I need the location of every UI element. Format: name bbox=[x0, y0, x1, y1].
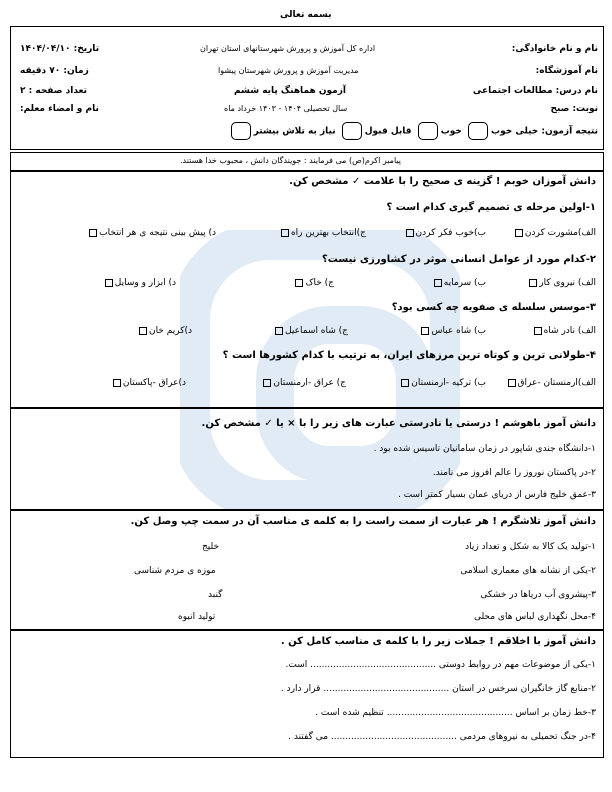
q3-option-c-checkbox[interactable] bbox=[275, 327, 283, 335]
fill-blank-4: ۴-در جنگ تحمیلی به نیروهای مردمی ............................................ می گفتند . bbox=[288, 732, 596, 742]
matching-left-1: خلیج bbox=[202, 542, 220, 552]
q1-option-d[interactable]: د) پیش بینی نتیجه ی هر انتخاب bbox=[87, 228, 216, 238]
q4-option-d[interactable]: د)عراق -پاکستان bbox=[111, 378, 186, 388]
result-checkbox-good[interactable] bbox=[418, 122, 438, 140]
school-name-label: نام آموزشگاه: bbox=[535, 66, 598, 76]
question-4-options bbox=[16, 378, 596, 392]
exam-title: آزمون هماهنگ پایه ششم bbox=[234, 86, 347, 96]
result-option-acceptable: قابل قبول bbox=[364, 126, 412, 137]
q4-option-c[interactable]: ج) عراق -ارمنستان bbox=[261, 378, 346, 388]
question-4: ۴-طولانی ترین و کوتاه ترین مرزهای ایران، به ترتیب با کدام کشورها است ؟ bbox=[222, 350, 596, 361]
question-2: ۲-کدام مورد از عوامل انسانی موثر در کشاورزی نیست؟ bbox=[322, 254, 596, 265]
matching-right-1: ۱-تولید یک کالا به شکل و تعداد زیاد bbox=[465, 542, 596, 552]
subject-label: نام درس: مطالعات اجتماعی bbox=[472, 86, 598, 96]
result-row bbox=[228, 122, 598, 140]
q4-option-a-checkbox[interactable] bbox=[508, 379, 516, 387]
result-checkbox-excellent[interactable] bbox=[468, 122, 488, 140]
fill-blank-3: ۳-خط زمان بر اساس ............................................ تنظیم شده است . bbox=[315, 708, 596, 718]
q4-option-a[interactable]: الف)ارمنستان -عراق bbox=[506, 378, 596, 388]
q3-option-a[interactable]: الف) نادر شاه bbox=[532, 326, 596, 336]
question-3-options bbox=[16, 326, 596, 340]
q1-option-a[interactable]: الف)مشورت کردن bbox=[513, 228, 596, 238]
matching-right-4: ۴-محل نگهداری لباس های محلی bbox=[473, 612, 596, 622]
section-1-instruction: دانش آموزان خوبم ! گزینه ی صحیح را با علامت ✓ مشخص کن. bbox=[289, 176, 596, 187]
q1-option-a-checkbox[interactable] bbox=[515, 229, 523, 237]
q4-option-c-checkbox[interactable] bbox=[263, 379, 271, 387]
result-option-needs-effort: نیاز به تلاش بیشتر bbox=[253, 126, 336, 137]
matching-left-4: تولید انبوه bbox=[178, 612, 216, 622]
matching-left-3: گنبد bbox=[208, 590, 223, 600]
question-1-options bbox=[16, 228, 596, 242]
matching-right-3: ۳-پیشروی آب دریاها در خشکی bbox=[480, 590, 596, 600]
bismillah: بسمه تعالی bbox=[280, 10, 332, 20]
q4-option-b[interactable]: ب) ترکیه -ارمنستان bbox=[399, 378, 486, 388]
q2-option-a-checkbox[interactable] bbox=[529, 279, 537, 287]
q3-option-b-checkbox[interactable] bbox=[421, 327, 429, 335]
q3-option-b[interactable]: ب) شاه عباس bbox=[419, 326, 486, 336]
true-false-item-1: ۱-دانشگاه جندی شاپور در زمان سامانیان تاسیس شده بود . bbox=[373, 444, 596, 454]
section-4-instruction: دانش آموز با اخلاقم ! جملات زیر را با کلمه ی مناسب کامل کن . bbox=[280, 636, 596, 647]
q1-option-c[interactable]: ج)انتخاب بهترین راه bbox=[279, 228, 366, 238]
q3-option-d-checkbox[interactable] bbox=[139, 327, 147, 335]
q2-option-d-checkbox[interactable] bbox=[105, 279, 113, 287]
q1-option-d-checkbox[interactable] bbox=[89, 229, 97, 237]
result-checkbox-needs-effort[interactable] bbox=[231, 122, 251, 140]
fill-blank-4-input[interactable]: ............................................ bbox=[330, 732, 457, 742]
student-name-label: نام و نام خانوادگی: bbox=[511, 44, 598, 54]
question-1: ۱-اولین مرحله ی تصمیم گیری کدام است ؟ bbox=[386, 202, 596, 213]
org-line-1: اداره کل آموزش و پرورش شهرستانهای استان تهران bbox=[200, 44, 376, 53]
q2-option-a[interactable]: الف) نیروی کار bbox=[527, 278, 596, 288]
q3-option-d[interactable]: د)کریم خان bbox=[137, 326, 192, 336]
q1-option-b[interactable]: ب)خوب فکر کردن bbox=[404, 228, 487, 238]
exam-date: تاریخ: ۱۴۰۴/۰۴/۱۰ bbox=[20, 44, 100, 54]
academic-year: سال تحصیلی ۱۴۰۴ - ۱۴۰۳ خرداد ماه bbox=[224, 104, 348, 113]
true-false-item-3: ۳-عمق خلیج فارس از دریای عمان بسیار کمتر است . bbox=[397, 490, 596, 500]
section-3-instruction: دانش آموز تلاشگرم ! هر عبارت از سمت راست را به کلمه ی مناسب آن در سمت چپ وصل کن. bbox=[130, 516, 596, 527]
shift-label: نوبت: صبح bbox=[550, 104, 598, 114]
fill-blank-3-input[interactable]: ............................................ bbox=[386, 708, 513, 718]
q2-option-b-checkbox[interactable] bbox=[434, 279, 442, 287]
page-count: تعداد صفحه : ۲ bbox=[20, 86, 87, 96]
q2-option-b[interactable]: ب) سرمایه bbox=[432, 278, 486, 288]
q3-option-a-checkbox[interactable] bbox=[534, 327, 542, 335]
matching-left-2: موزه ی مردم شناسی bbox=[134, 566, 216, 576]
teacher-signature-label: نام و امضاء معلم: bbox=[20, 104, 99, 114]
fill-blank-1-input[interactable]: ............................................ bbox=[310, 660, 437, 670]
section-2-instruction: دانش آموز باهوشم ! درستی یا نادرستی عبارت های زیر را با × یا ✓ مشخص کن. bbox=[201, 418, 596, 429]
result-label: نتیجه آزمون: bbox=[541, 126, 598, 137]
true-false-item-2: ۲-در پاکستان نوروز را عالم افروز می نامند. bbox=[432, 468, 596, 478]
result-option-good: خوب bbox=[440, 126, 462, 137]
matching-right-2: ۲-یکی از نشانه های معماری اسلامی bbox=[460, 566, 596, 576]
q2-option-c-checkbox[interactable] bbox=[295, 279, 303, 287]
result-option-excellent: خیلی خوب bbox=[491, 126, 539, 137]
result-checkbox-acceptable[interactable] bbox=[342, 122, 362, 140]
q1-option-c-checkbox[interactable] bbox=[281, 229, 289, 237]
q1-option-b-checkbox[interactable] bbox=[406, 229, 414, 237]
question-2-options bbox=[16, 278, 596, 292]
q4-option-d-checkbox[interactable] bbox=[113, 379, 121, 387]
question-3: ۳-موسس سلسله ی صفویه چه کسی بود؟ bbox=[391, 302, 596, 313]
org-line-2: مدیریت آموزش و پرورش شهرستان پیشوا bbox=[218, 66, 359, 75]
fill-blank-2-input[interactable]: ............................................ bbox=[323, 684, 450, 694]
fill-blank-1: ۱-یکی از موضوعات مهم در روابط دوستی ............................................ است. bbox=[285, 660, 596, 670]
q4-option-b-checkbox[interactable] bbox=[401, 379, 409, 387]
hadith-text: پیامبر اکرم(ص) می فرمایند : جویندگان دانش ، محبوب خدا هستند. bbox=[180, 156, 402, 165]
exam-time: زمان: ۷۰ دقیقه bbox=[20, 66, 89, 76]
q2-option-c[interactable]: ج) خاک bbox=[293, 278, 334, 288]
q2-option-d[interactable]: د) ابزار و وسایل bbox=[103, 278, 176, 288]
fill-blank-2: ۲-منابع گاز خانگیران سرخس در استان ............................................ قرار دارد . bbox=[280, 684, 596, 694]
q3-option-c[interactable]: ج) شاه اسماعیل bbox=[273, 326, 348, 336]
